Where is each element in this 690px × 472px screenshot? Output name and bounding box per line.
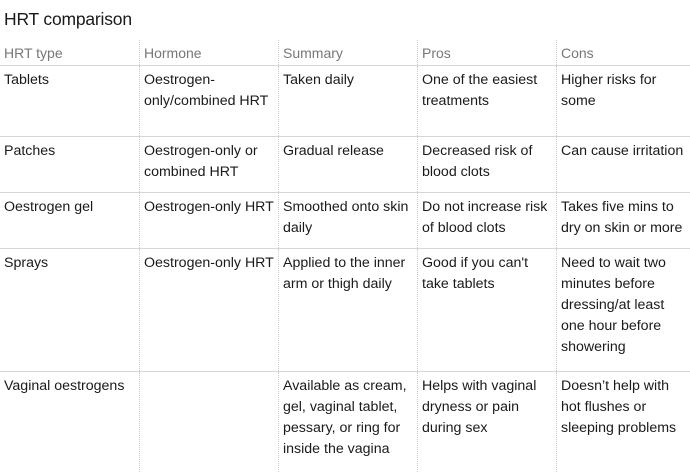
table-header-row [0, 40, 690, 65]
comparison-table [0, 40, 690, 472]
cell-cons: Need to wait two minutes before dressing/at least one hour before showering [556, 249, 690, 371]
cell-summary: Applied to the inner arm or thigh daily [278, 249, 417, 371]
table-row [0, 65, 690, 136]
cell-summary: Taken daily [278, 66, 417, 136]
cell-pros: Decreased risk of blood clots [417, 137, 556, 192]
column-header-cons: Cons [556, 40, 690, 65]
cell-hormone: Oestrogen-only HRT [139, 193, 278, 248]
page-title: HRT comparison [4, 9, 132, 29]
cell-hrt-type: Oestrogen gel [4, 199, 94, 215]
column-header-summary: Summary [278, 40, 417, 65]
cell-summary: Smoothed onto skin daily [278, 193, 417, 248]
cell-pros: One of the easiest treatments [417, 66, 556, 136]
column-header-hormone: Hormone [139, 40, 278, 65]
cell-hrt-type: Sprays [4, 255, 49, 271]
table-row [0, 192, 690, 248]
cell-summary: Gradual release [278, 137, 417, 192]
cell-hormone [139, 372, 278, 472]
table-row [0, 136, 690, 192]
cell-hormone: Oestrogen-only HRT [139, 249, 278, 371]
cell-hormone: Oestrogen-only or combined HRT [139, 137, 278, 192]
cell-hrt-type: Vaginal oestrogens [4, 378, 125, 394]
cell-cons: Can cause irritation [556, 137, 690, 192]
cell-cons: Takes five mins to dry on skin or more [556, 193, 690, 248]
cell-cons: Doesn’t help with hot flushes or sleeping problems [556, 372, 690, 472]
cell-hrt-type: Patches [4, 143, 56, 159]
cell-pros: Good if you can't take tablets [417, 249, 556, 371]
table-row [0, 248, 690, 371]
column-header-hrt-type: HRT type [4, 45, 63, 61]
cell-pros: Helps with vaginal dryness or pain during sex [417, 372, 556, 472]
cell-pros: Do not increase risk of blood clots [417, 193, 556, 248]
column-header-pros: Pros [417, 40, 556, 65]
cell-hrt-type: Tablets [4, 72, 49, 88]
cell-summary: Available as cream, gel, vaginal tablet, pessary, or ring for inside the vagina [278, 372, 417, 472]
cell-hormone: Oestrogen-only/combined HRT [139, 66, 278, 136]
table-row [0, 371, 690, 472]
cell-cons: Higher risks for some [556, 66, 690, 136]
